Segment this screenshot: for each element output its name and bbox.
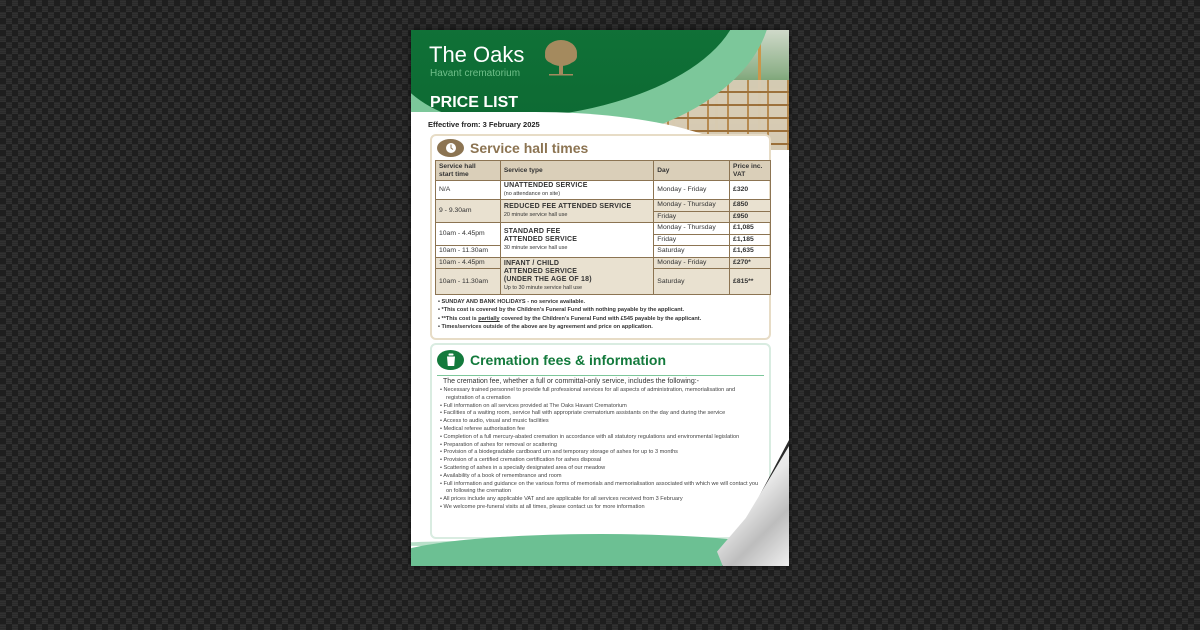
table-row: 10am - 11.30am Saturday £1,635: [436, 246, 771, 258]
list-item: • Full information on all services provided at The Oaks Havant Crematorium: [440, 403, 761, 411]
section-title: Cremation fees & information: [470, 352, 667, 368]
table-header-row: [436, 161, 771, 181]
list-item: • We welcome pre-funeral visits at all times, please contact us for more information: [440, 504, 761, 512]
list-item: • Completion of a full mercury-abated cremation in accordance with all statutory regulations and environmental legislation: [440, 434, 761, 442]
service-hall-heading: [432, 136, 769, 160]
urn-icon: [437, 350, 464, 370]
list-item: • Availability of a book of remembrance and room: [440, 473, 761, 481]
cremation-intro: The cremation fee, whether a full or committal-only service, includes the following:-: [437, 375, 764, 385]
note-item: • *This cost is covered by the Children's Funeral Fund with nothing payable by the applicant.: [438, 306, 763, 314]
service-hall-panel: [430, 134, 771, 340]
table-row: 10am - 11.30am Saturday £815**: [436, 269, 771, 295]
table-row: 9 - 9.30am REDUCED FEE ATTENDED SERVICE 20 minute service hall use Monday - Thursday £850: [436, 200, 771, 212]
clock-icon: [437, 139, 464, 157]
note-item: • **This cost is partially covered by the Children's Funeral Fund with £545 payable by the applicant.: [438, 315, 763, 323]
price-list-document: [411, 30, 789, 566]
list-item: • Access to audio, visual and music facilities: [440, 418, 761, 426]
cremation-panel: [430, 343, 771, 539]
table-row: Friday £950: [436, 211, 771, 223]
list-item: • Scattering of ashes in a specially designated area of our meadow: [440, 465, 761, 473]
note-item: • Times/services outside of the above are by agreement and price on application.: [438, 323, 763, 331]
list-item: • Provision of a biodegradable cardboard urn and temporary storage of ashes for up to 3 months: [440, 449, 761, 457]
list-item: • All prices include any applicable VAT and are applicable for all services received from 3 February: [440, 496, 761, 504]
list-item: • Necessary trained personnel to provide full professional services for all aspects of administration, memorialisation and registration of a cremation: [440, 387, 761, 403]
col-header-price: Price inc. VAT: [730, 161, 771, 181]
col-header-day: Day: [654, 161, 730, 181]
note-item: • SUNDAY AND BANK HOLIDAYS - no service available.: [438, 298, 763, 306]
table-row: 10am - 4.45pm INFANT / CHILD ATTENDED SERVICE (UNDER THE AGE OF 18) Up to 30 minute service hall use Monday - Friday £270*: [436, 257, 771, 269]
table-row: Friday £1,185: [436, 234, 771, 246]
brand-subtitle: Havant crematorium: [430, 68, 521, 79]
table-row: N/A UNATTENDED SERVICE (no attendance on site) Monday - Friday £320: [436, 181, 771, 200]
oak-tree-icon: [543, 38, 579, 78]
service-hall-table: [435, 160, 771, 295]
cremation-heading: [432, 348, 769, 372]
brand-title: The Oaks: [429, 42, 525, 67]
col-header-start: Service hall start time: [436, 161, 501, 181]
list-item: • Facilities of a waiting room, service hall with appropriate crematorium assistants on the day and during the service: [440, 410, 761, 418]
cremation-inclusions-list: [432, 385, 769, 514]
col-header-type: Service type: [500, 161, 653, 181]
effective-date: Effective from: 3 February 2025: [428, 120, 540, 129]
table-row: 10am - 4.45pm STANDARD FEE ATTENDED SERVICE 30 minute service hall use Monday - Thursday £1,085: [436, 223, 771, 235]
list-item: • Provision of a certified cremation certification for ashes disposal: [440, 457, 761, 465]
section-title: Service hall times: [470, 140, 589, 156]
list-item: • Medical referee authorisation fee: [440, 426, 761, 434]
list-item: • Full information and guidance on the various forms of memorials and memorialisation associated with which we will contact you on following the cremation: [440, 481, 761, 497]
service-hall-notes: [432, 295, 769, 335]
list-item: • Preparation of ashes for removal or scattering: [440, 442, 761, 450]
page-title: PRICE LIST: [430, 94, 519, 111]
